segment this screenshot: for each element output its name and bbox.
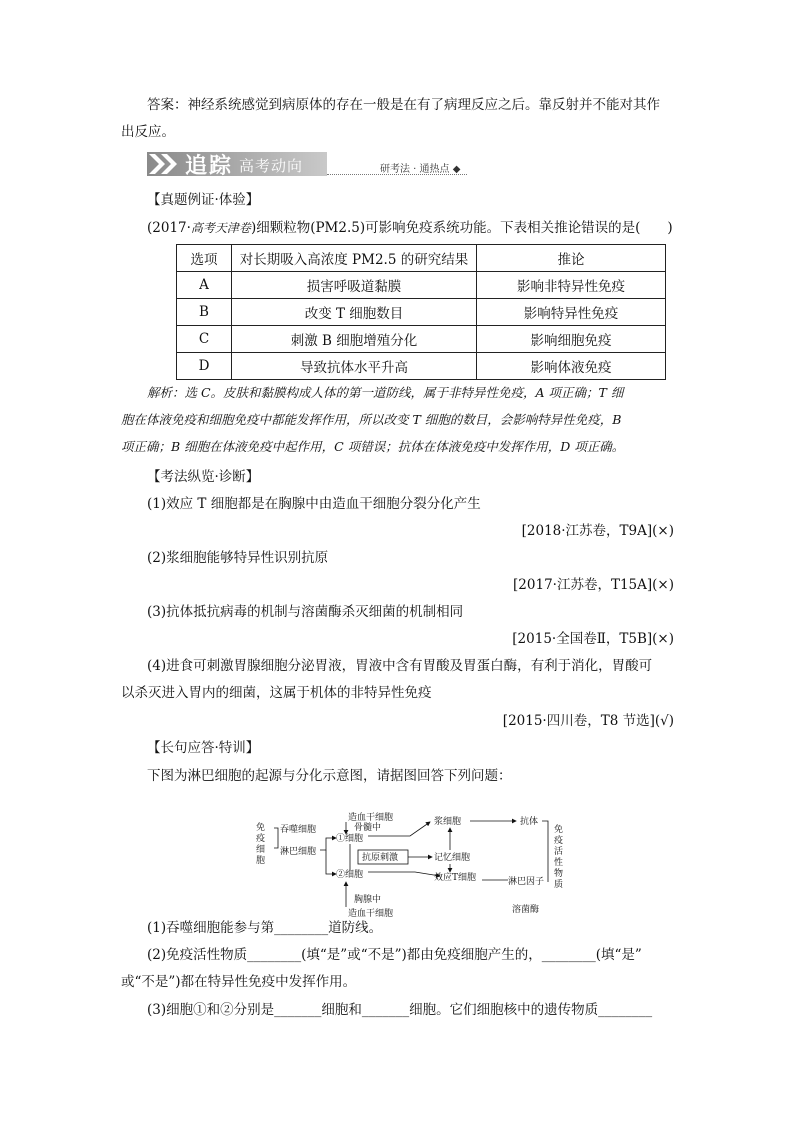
question-2-line-2: 或“不是”)都在特异性免疫中发挥作用。 (121, 974, 357, 990)
diagram-cell-2: ②细胞 (336, 870, 364, 880)
judge-item-3: (3)抗体抵抗病毒的机制与溶菌酶杀灭细菌的机制相同 (147, 604, 464, 620)
table-cell: D (177, 353, 232, 380)
diagram-lysozyme: 溶菌酶 (512, 905, 540, 915)
judge-item-3-source: [2015·全国卷Ⅱ，T5B](×) (512, 631, 674, 647)
table-row (177, 299, 666, 326)
question-source: 高考天津卷 (190, 221, 251, 235)
table-cell: C (177, 326, 232, 353)
judge-item-1: (1)效应 T 细胞都是在胸腺中由造血干细胞分裂分化产生 (147, 496, 481, 512)
answer-label: 答案： (147, 97, 188, 113)
double-chevron-icon (147, 152, 183, 176)
analysis-line-3: 项正确；B 细胞在体液免疫中起作用，C 项错误；抗体在体液免疫中发挥作用，D 项正确。 (121, 439, 625, 454)
table-cell: 影响体液免疫 (477, 353, 666, 380)
table-cell: B (177, 299, 232, 326)
question-stem: (2017·高考天津卷)细颗粒物(PM2.5)可影响免疫系统功能。下表相关推论错误的是( ) (147, 220, 673, 236)
table-header-cell: 推论 (477, 245, 666, 272)
lymphocyte-origin-diagram (250, 812, 580, 922)
diagram-active-substance: 免疫活性物质 (554, 825, 564, 890)
table-cell: 影响特异性免疫 (477, 299, 666, 326)
question-1: (1)吞噬细胞能参与第________道防线。 (147, 920, 383, 936)
diagram-stem-bottom: 造血干细胞 (348, 909, 394, 919)
judge-item-4-line-1: (4)进食可刺激胃腺细胞分泌胃液，胃液中含有胃酸及胃蛋白酶，有利于消化，胃酸可 (147, 658, 653, 674)
diagram-cell-1: ①细胞 (336, 834, 364, 844)
table-row (177, 326, 666, 353)
diagram-phagocyte: 吞噬细胞 (280, 825, 317, 835)
section-heading-method-overview: 【考法纵览·诊断】 (147, 469, 260, 485)
diagram-intro: 下图为淋巴细胞的起源与分化示意图，请据图回答下列问题： (147, 768, 512, 784)
table-cell: 改变 T 细胞数目 (232, 299, 477, 326)
table-cell: 导致抗体水平升高 (232, 353, 477, 380)
judge-item-2: (2)浆细胞能够特异性识别抗原 (147, 550, 329, 566)
table-row (177, 272, 666, 299)
judge-item-2-source: [2017·江苏卷，T15A](×) (513, 577, 674, 593)
table-header-cell: 对长期吸入高浓度 PM2.5 的研究结果 (232, 245, 477, 272)
table-cell: 刺激 B 细胞增殖分化 (232, 326, 477, 353)
table-cell: 影响非特异性免疫 (477, 272, 666, 299)
table-cell: 损害呼吸道黏膜 (232, 272, 477, 299)
banner-title: 追踪 (185, 154, 234, 179)
table-cell: A (177, 272, 232, 299)
analysis-line-1: 解析：选 C。皮肤和黏膜构成人体的第一道防线，属于非特异性免疫，A 项正确；T 细 (147, 385, 624, 400)
question-3: (3)细胞①和②分别是_______细胞和_______细胞。它们细胞核中的遗传物质________ (147, 1002, 653, 1018)
judge-item-4-line-2: 以杀灭进入胃内的细菌，这属于机体的非特异性免疫 (121, 685, 432, 701)
section-heading-real-exam: 【真题例证·体验】 (147, 192, 260, 208)
diagram-effector-t: 效应T细胞 (434, 873, 477, 883)
diagram-antibody: 抗体 (520, 817, 539, 827)
table-header-row (177, 245, 666, 272)
table-cell: 影响细胞免疫 (477, 326, 666, 353)
answer-line-1: 答案：神经系统感觉到病原体的存在一般是在有了病理反应之后。靠反射并不能对其作 (147, 97, 660, 113)
diagram-lymphokine: 淋巴因子 (508, 877, 545, 887)
table-header-cell: 选项 (177, 245, 232, 272)
banner-right-text: 研考法 · 通热点 ◆ (380, 164, 461, 175)
answer-line-2: 出反应。 (121, 124, 175, 140)
diagram-memory: 记忆细胞 (434, 853, 471, 863)
judge-item-4-source: [2015·四川卷，T8 节选](√) (502, 713, 674, 729)
pm25-table (176, 244, 666, 380)
section-banner (147, 152, 467, 178)
question-2-line-1: (2)免疫活性物质________(填“是”或“不是”)都由免疫细胞产生的，________(填“是” (147, 947, 642, 963)
banner-subtitle: 高考动向 (239, 157, 304, 175)
diagram-stem-top: 造血干细胞 (348, 813, 394, 823)
diagram-antigen: 抗原刺激 (362, 853, 399, 863)
table-row (177, 353, 666, 380)
section-heading-long-answer: 【长句应答·特训】 (147, 740, 260, 756)
diagram-lymphocyte: 淋巴细胞 (280, 847, 317, 857)
analysis-line-2: 胞在体液免疫和细胞免疫中都能发挥作用，所以改变 T 细胞的数目，会影响特异性免疫，B (121, 412, 622, 427)
diagram-plasma: 浆细胞 (434, 817, 462, 827)
diagram-immune-cells-label: 免疫细胞 (256, 823, 266, 866)
diagram-bone-marrow: 骨髓中 (354, 823, 382, 833)
diagram-thymus: 胸腺中 (354, 895, 382, 905)
judge-item-1-source: [2018·江苏卷，T9A](×) (521, 523, 674, 539)
